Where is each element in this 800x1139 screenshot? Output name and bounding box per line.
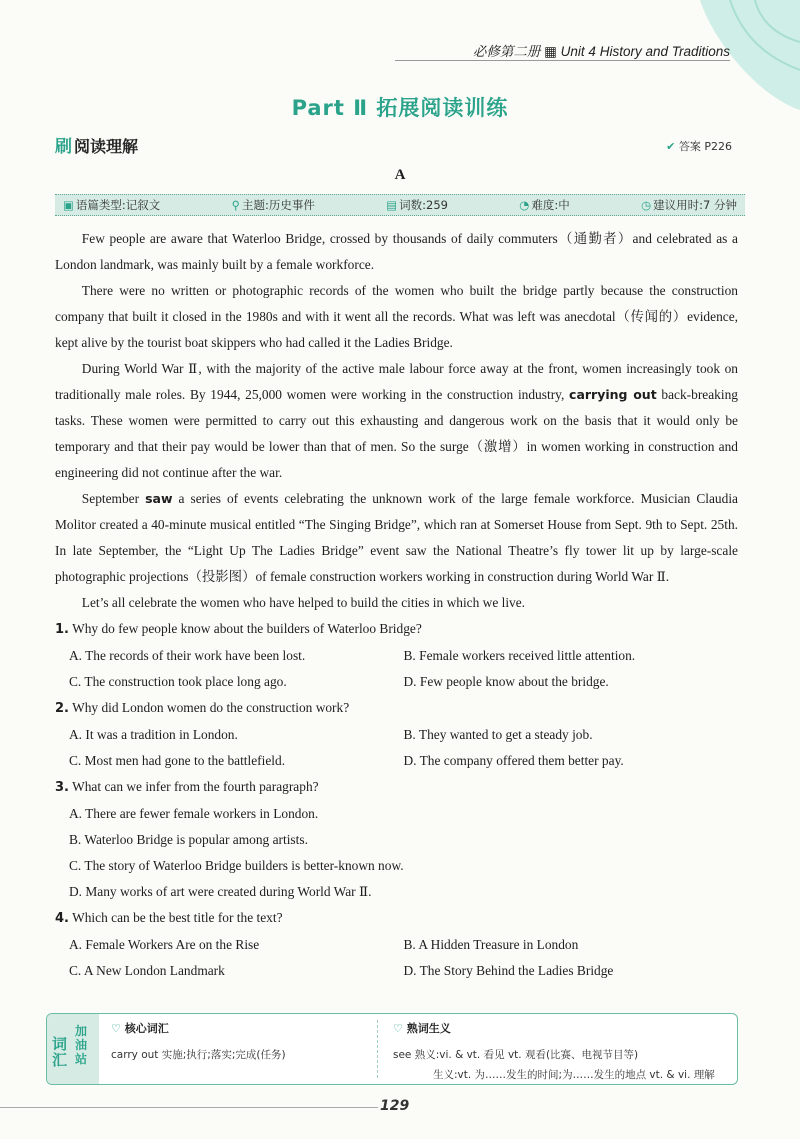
header-rule [395, 60, 730, 61]
info-theme: ⚲ 主题:历史事件 [231, 198, 315, 212]
option[interactable]: C. Most men had gone to the battlefield. [69, 753, 286, 768]
question-2: 2. Why did London women do the construction work? A. It was a tradition in London. B. They wanted to get a steady job. C. Most men had gone to the battlefield. D. The company offered them better pay. [55, 695, 738, 774]
info-words: ▤ 词数:259 [386, 198, 448, 212]
clock-icon: ◷ [641, 198, 652, 212]
word-count-icon: ▤ [386, 198, 398, 212]
option[interactable]: C. The construction took place long ago. [69, 674, 287, 689]
paragraph-1: Few people are aware that Waterloo Bridge, crossed by thousands of daily commuters（通勤者）and celebrated as a London landmark, was mainly built by a female workforce. [55, 231, 738, 272]
paragraph-5: Let’s all celebrate the women who have helped to build the cities in which we live. [81, 595, 526, 610]
answer-reference [666, 138, 732, 154]
core-vocab: ♡ 核心词汇 carry out 实施;执行;落实;完成(任务) [111, 1022, 286, 1061]
question-3: 3. What can we infer from the fourth paragraph? A. There are fewer female workers in London. B. Waterloo Bridge is popular among artists. C. The story of Waterloo Bridge builders is better-known now. D. Many works of art were created during World War Ⅱ. [55, 774, 738, 905]
bold-phrase-carrying-out: carrying out [569, 387, 657, 402]
passage-body [55, 226, 738, 984]
vocab-divider [377, 1020, 378, 1078]
option[interactable]: A. The records of their work have been lost. [69, 648, 306, 663]
question-text: Which can be the best title for the text? [72, 910, 283, 925]
pin-icon: ♡ [111, 1022, 121, 1035]
difficulty-icon: ◔ [519, 198, 530, 212]
magnifier-icon: ⚲ [231, 198, 241, 212]
vocabulary-box [46, 1013, 738, 1085]
running-header: 必修第二册 ▦ Unit 4 History and Traditions [472, 44, 730, 59]
option[interactable]: D. Many works of art were created during World War Ⅱ. [69, 884, 372, 899]
info-bar [55, 194, 745, 216]
section-heading [55, 132, 138, 157]
option[interactable]: D. The company offered them better pay. [403, 753, 624, 768]
question-4: 4. Which can be the best title for the text? A. Female Workers Are on the Rise B. A Hidden Treasure in London C. A New London Landmark D. The Story Behind the Ladies Bridge [55, 905, 738, 984]
option[interactable]: A. Female Workers Are on the Rise [69, 937, 260, 952]
paragraph-2: There were no written or photographic records of the women who built the bridge partly because the construction company that built it closed in the 1980s and with it went all the records. What was left was anecdotal（传闻的）evidence, kept alive by the tourist boat skippers who had called it the Ladies Bridge. [55, 283, 738, 350]
text-type-icon: ▣ [63, 198, 74, 212]
info-time: ◷ 建议用时:7 分钟 [641, 198, 737, 212]
page-number: 129 [380, 1098, 410, 1114]
pin-icon: ♡ [393, 1022, 403, 1035]
question-text: What can we infer from the fourth paragraph? [72, 779, 319, 794]
part-title: Part Ⅱ 拓展阅读训练 [291, 96, 509, 120]
question-text: Why do few people know about the builders of Waterloo Bridge? [72, 621, 422, 636]
passage-label: A [394, 167, 406, 183]
question-text: Why did London women do the construction work? [72, 700, 350, 715]
option[interactable]: C. A New London Landmark [69, 963, 225, 978]
bold-word-saw: saw [145, 491, 173, 506]
option[interactable]: B. They wanted to get a steady job. [403, 727, 593, 742]
option[interactable]: A. It was a tradition in London. [69, 727, 238, 742]
option[interactable]: A. There are fewer female workers in London. [69, 806, 319, 821]
check-icon: ✔ [666, 140, 676, 153]
option[interactable]: D. Few people know about the bridge. [403, 674, 609, 689]
option[interactable]: C. The story of Waterloo Bridge builders is better-known now. [69, 858, 404, 873]
section-title: 阅读理解 [74, 137, 139, 156]
answer-page: 答案 P226 [678, 140, 732, 153]
vocab-side-label: 词汇 加油站 [47, 1014, 99, 1084]
info-difficulty: ◔ 难度:中 [519, 198, 570, 212]
option[interactable]: B. A Hidden Treasure in London [403, 937, 579, 952]
paragraph-4: September saw a series of events celebrating the unknown work of the large female workforce. Musician Claudia Molitor created a 40-minute musical entitled “The Singing Bridge”, which ran at Somerset House from Sept. 9th to Sept. 25th. In late September, the “Light Up The Ladies Bridge” event saw the National Theatre’s fly tower lit up by large-scale photographic projections（投影图）of female construction workers working in construction during World War Ⅱ. [55, 491, 738, 584]
familiar-word-new-meaning: ♡ 熟词生义 see 熟义:vi. & vt. 看见 vt. 观看(比赛、电视节目等) 生义:vt. 为……发生的时间;为……发生的地点 vt. & vi. 理解 [393, 1022, 715, 1081]
option[interactable]: D. The Story Behind the Ladies Bridge [403, 963, 614, 978]
option[interactable]: B. Waterloo Bridge is popular among artists. [69, 832, 308, 847]
info-type: ▣ 语篇类型:记叙文 [63, 198, 161, 212]
brush-icon: 刷 [55, 137, 72, 157]
paragraph-3: During World War Ⅱ, with the majority of the active male labour force away at the front, women increasingly took on traditionally male roles. By 1944, 25,000 women were working in the construction industry, carrying out back-breaking tasks. These women were permitted to carry out this exhausting and dangerous work on the basis that it would only be temporary and that their pay would be lower than that of men. So the surge（激增）in women working in construction and engineering did not continue after the war. [55, 361, 738, 480]
option[interactable]: B. Female workers received little attention. [403, 648, 636, 663]
footer-rule [0, 1107, 378, 1108]
question-1: 1. Why do few people know about the builders of Waterloo Bridge? A. The records of their work have been lost. B. Female workers received little attention. C. The construction took place long ago. D. Few people know about the bridge. [55, 616, 738, 695]
